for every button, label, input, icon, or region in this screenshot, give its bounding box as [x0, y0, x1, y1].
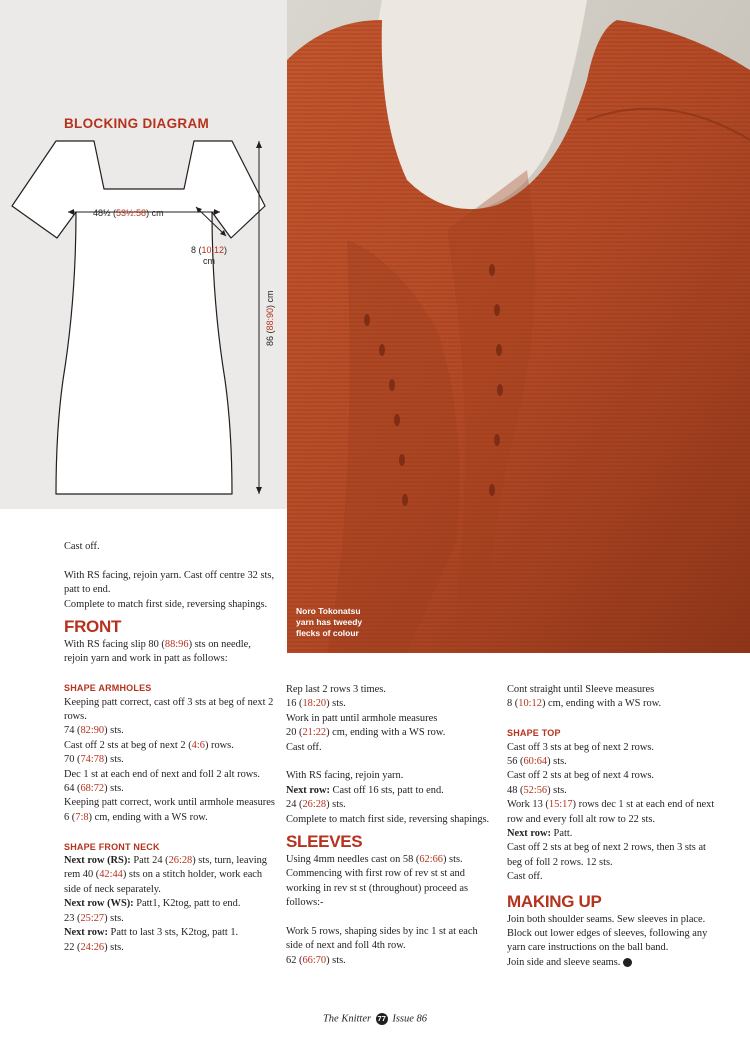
instruction-text: Join both shoulder seams. Sew sleeves in place. Block out lower edges of sleeves, following any yarn care instructions on the ball band. [507, 913, 708, 954]
instruction-text: Work in patt until armhole measures [286, 712, 438, 724]
text-column-1 [64, 540, 276, 955]
instruction-text: Cast off 2 sts at beg of next 2 rows, then 3 sts at beg of foll 2 rows. 12 sts. [507, 842, 706, 868]
stitch-count: 62 (66:70) sts. [286, 954, 346, 966]
dress-schematic [0, 0, 287, 509]
magazine-name: The Knitter [322, 1013, 372, 1025]
instruction-text: Next row: Cast off 16 sts, patt to end. [286, 784, 444, 796]
text-column-2 [286, 683, 494, 968]
page-footer [0, 1013, 750, 1025]
cast-off-text: Cast off. [64, 541, 100, 552]
instruction-text: Cast off. [507, 871, 543, 883]
stitch-count: 16 (18:20) sts. [286, 698, 346, 710]
neck-instruction: Next row (RS): Patt 24 (26:28) sts, turn, leaving rem 40 (42:44) sts on a stitch holder, work each side of neck separately. [64, 855, 267, 895]
length-measurement-label: 86 (88:90) cm [265, 290, 275, 346]
instruction-text: With RS facing, rejoin yarn. [286, 770, 404, 782]
instruction-text: Using 4mm needles cast on 58 (62:66) sts. [286, 854, 463, 866]
stitch-count: 23 (25:27) sts. [64, 912, 124, 924]
issue-label: Issue 86 [392, 1013, 428, 1025]
sleeves-heading: SLEEVES [286, 832, 363, 852]
making-up-heading: MAKING UP [507, 891, 602, 911]
sweater-photo [287, 0, 750, 653]
neck-instruction: Next row (WS): Patt1, K2tog, patt to end. [64, 898, 241, 910]
rs-facing-text: With RS facing, rejoin yarn. Cast off centre 32 sts, patt to end. [64, 569, 275, 596]
blocking-diagram-title: BLOCKING DIAGRAM [64, 116, 210, 131]
knitted-sweater-image [287, 0, 750, 653]
instruction-text: Cast off. [286, 741, 322, 753]
end-of-pattern-icon [623, 958, 632, 967]
shape-front-neck-heading: SHAPE FRONT NECK [64, 841, 160, 852]
complete-text: Complete to match first side, reversing shapings. [64, 598, 268, 610]
instruction-text: Work 5 rows, shaping sides by inc 1 st at each side of next and foll 4th row. [286, 926, 478, 952]
front-heading: FRONT [64, 617, 122, 637]
sleeve-measurement-label: 8 (10:12) cm [191, 245, 228, 266]
instruction-text: Next row: Patt. [507, 828, 573, 840]
stitch-count: 56 (60:64) sts. [507, 756, 567, 768]
page-number: 77 [377, 1014, 386, 1023]
stitch-count: 24 (26:28) sts. [286, 799, 346, 811]
instruction-text: Cast off 3 sts at beg of next 2 rows. [507, 741, 654, 753]
neck-instruction: Next row: Patt to last 3 sts, K2tog, patt 1. [64, 927, 239, 939]
stitch-count: 22 (24:26) sts. [64, 941, 124, 953]
shape-top-heading: SHAPE TOP [507, 728, 561, 739]
armhole-instruction: Dec 1 st at each end of next and foll 2 alt rows. [64, 768, 260, 780]
instruction-text: Commencing with first row of rev st st and working in rev st st (throughout) proceed as follows:- [286, 868, 469, 909]
armhole-instruction: Keeping patt correct, work until armhole measures 6 (7:8) cm, ending with a WS row. [64, 797, 275, 823]
repeat-instruction: Rep last 2 rows 3 times. [286, 684, 386, 695]
front-intro: With RS facing slip 80 (88:96) sts on needle, rejoin yarn and work in patt as follows: [64, 639, 251, 665]
instruction-text: Cont straight until Sleeve measures [507, 684, 655, 695]
instruction-text: Join side and sleeve seams. [507, 956, 719, 970]
stitch-count: 48 (52:56) sts. [507, 784, 567, 796]
text-column-3 [507, 683, 719, 970]
armhole-instruction: Keeping patt correct, cast off 3 sts at beg of next 2 rows. [64, 696, 274, 723]
shape-armholes-heading: SHAPE ARMHOLES [64, 683, 152, 694]
instruction-text: Cast off 2 sts at beg of next 4 rows. [507, 770, 654, 782]
armhole-instruction: Cast off 2 sts at beg of next 2 (4:6) rows. [64, 739, 234, 751]
stitch-count: 70 (74:78) sts. [64, 754, 124, 766]
instruction-text: Complete to match first side, reversing shapings. [286, 813, 490, 825]
photo-caption: Noro Tokonatsu yarn has tweedy flecks of colour [296, 606, 363, 638]
width-measurement-label: 48½ (53½:58) cm [93, 208, 164, 218]
stitch-count: 64 (68:72) sts. [64, 783, 124, 795]
instruction-text: Work 13 (15:17) rows dec 1 st at each end of next row and every foll alt row to 22 sts. [507, 799, 715, 825]
instruction-text: 20 (21:22) cm, ending with a WS row. [286, 727, 446, 739]
stitch-count: 74 (82:90) sts. [64, 725, 124, 737]
instruction-text: 8 (10:12) cm, ending with a WS row. [507, 698, 662, 710]
